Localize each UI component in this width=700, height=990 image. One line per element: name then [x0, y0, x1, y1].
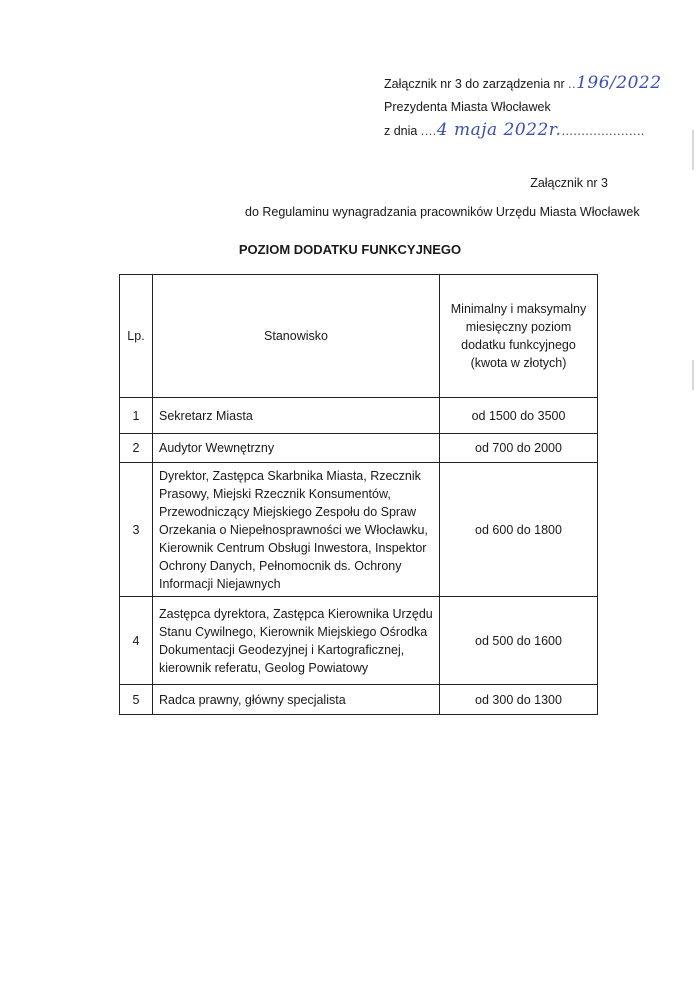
table-row	[120, 463, 598, 597]
row-lp: 5	[120, 685, 153, 715]
row-position: Audytor Wewnętrzny	[153, 434, 440, 463]
header-line-date	[384, 119, 684, 143]
table-row	[120, 685, 598, 715]
allowance-table	[119, 274, 598, 715]
header-lp: Lp.	[120, 275, 153, 398]
row-position: Dyrektor, Zastępca Skarbnika Miasta, Rzecznik Prasowy, Miejski Rzecznik Konsumentów, Przewodniczący Miejskiego Zespołu do Spraw Orzekania o Niepełnosprawności we Włocławku, Kierownik Centrum Obsługi Inwestora, Inspektor Ochrony Danych, Pełnomocnik ds. Ochrony Informacji Niejawnych	[153, 463, 440, 597]
date-prefix: z dnia	[384, 124, 418, 138]
header-line-order	[384, 72, 684, 96]
header-amount: Minimalny i maksymalny miesięczny poziom dodatku funkcyjnego (kwota w złotych)	[440, 275, 598, 398]
order-dots: ..	[568, 77, 577, 91]
order-prefix: Załącznik nr 3 do zarządzenia nr	[384, 77, 565, 91]
scan-margin-mark	[692, 360, 694, 390]
row-lp: 4	[120, 597, 153, 685]
table-header-row	[120, 275, 598, 398]
header-position: Stanowisko	[153, 275, 440, 398]
header-line-mayor: Prezydenta Miasta Włocławek	[384, 100, 551, 114]
attachment-header	[384, 72, 684, 143]
date-dots-before: ....	[420, 124, 437, 138]
row-amount: od 1500 do 3500	[440, 398, 598, 434]
regulation-reference: do Regulaminu wynagradzania pracowników Urzędu Miasta Włocławek	[245, 205, 640, 219]
row-amount: od 500 do 1600	[440, 597, 598, 685]
row-lp: 2	[120, 434, 153, 463]
row-position: Zastępca dyrektora, Zastępca Kierownika Urzędu Stanu Cywilnego, Kierownik Miejskiego Ośrodka Dokumentacji Geodezyjnej i Kartograficznej, kierownik referatu, Geolog Powiatowy	[153, 597, 440, 685]
row-position: Radca prawny, główny specjalista	[153, 685, 440, 715]
order-number-handwritten: 196/2022	[576, 73, 662, 93]
table-title: POZIOM DODATKU FUNKCYJNEGO	[238, 242, 462, 257]
row-lp: 1	[120, 398, 153, 434]
attachment-title: Załącznik nr 3	[530, 176, 608, 190]
row-lp: 3	[120, 463, 153, 597]
date-handwritten: 4 maja 2022r.	[436, 120, 562, 140]
row-amount: od 300 do 1300	[440, 685, 598, 715]
row-amount: od 700 do 2000	[440, 434, 598, 463]
table-row	[120, 597, 598, 685]
date-dots-after: .....................	[561, 124, 645, 138]
table-row	[120, 398, 598, 434]
row-amount: od 600 do 1800	[440, 463, 598, 597]
table-row	[120, 434, 598, 463]
scan-margin-mark	[692, 130, 694, 170]
row-position: Sekretarz Miasta	[153, 398, 440, 434]
